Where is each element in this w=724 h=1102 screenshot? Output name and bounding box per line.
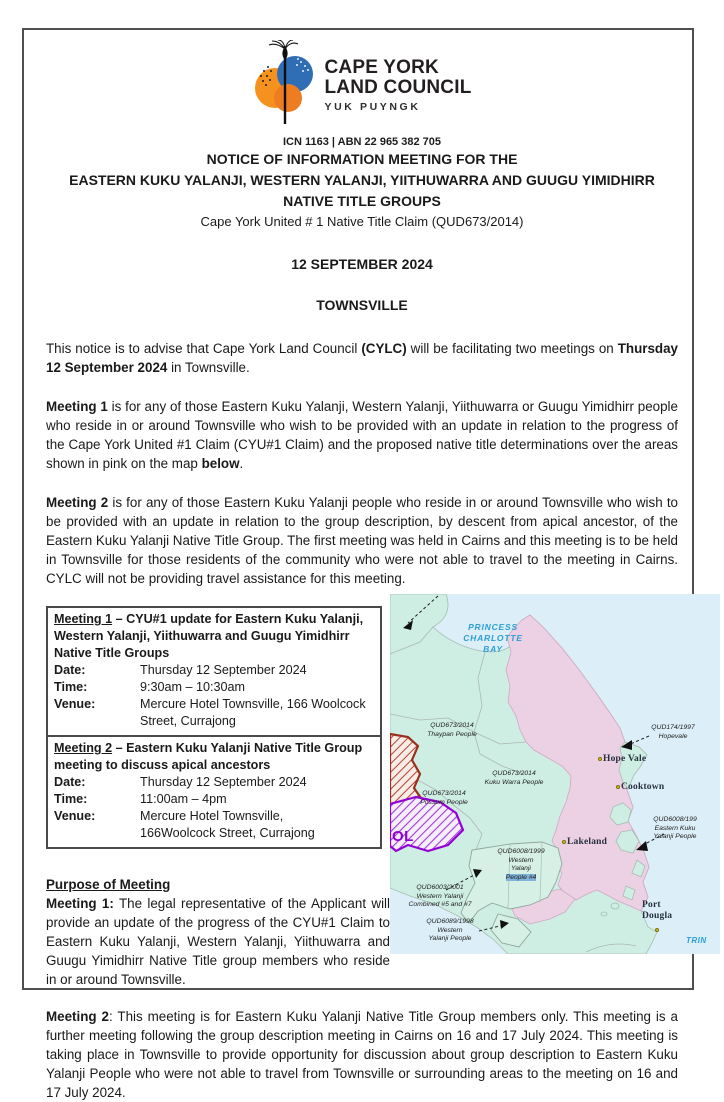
icn-abn-line: ICN 1163 | ABN 22 965 382 705 [283, 136, 441, 148]
venue-value: Mercure Hotel Townsville, 166Woolcock Street, Currajong [140, 809, 315, 840]
purpose-meeting1-bold: Meeting 1: [46, 896, 114, 911]
logo-line-1: CAPE YORK [324, 57, 439, 78]
notice-title-line-2: EASTERN KUKU YALANJI, WESTERN YALANJI, YIITHUWARRA AND GUUGU YIMIDHIRR [69, 172, 655, 188]
town-hope-vale: Hope Vale [598, 754, 646, 765]
town-cooktown: Cooktown [616, 782, 664, 793]
meeting2-table-title: Meeting 2 – Eastern Kuku Yalanji Native Title Group meeting to discuss apical ancestors [54, 741, 363, 772]
claim-label-kuku-warra: QUD673/2014 Kuku Warra People [484, 770, 544, 786]
claim-subtitle: Cape York United # 1 Native Title Claim (QUD673/2014) [200, 214, 524, 229]
notice-title-line-3: NATIVE TITLE GROUPS [283, 193, 441, 209]
town-dot [598, 757, 602, 761]
meetings-table [46, 606, 382, 849]
venue-label: Venue: [54, 697, 96, 711]
town-lakeland: Lakeland [562, 837, 607, 848]
meeting2-paragraph: Meeting 2 is for any of those Eastern Kuku Yalanji people who reside in or around Townsville who wish to be provided with an update in relation to the group description, by descent from apical ancestor, of the Eastern Kuku Yalanji Native Title Group. The first meeting was held in Cairns and this meeting is to be held in Townsville for those residents of the community who were not able to travel to the meeting in Cairns. CYLC will not be providing travel assistance for this meeting. [46, 495, 678, 586]
trinity-bay-label: TRIN [686, 936, 707, 945]
time-label: Time: [54, 792, 88, 806]
claim-label-possum: QUD673/2014 Possum People [420, 790, 468, 806]
meeting1-time-row [54, 679, 374, 696]
claim-label-hopevale: QUD174/1997 Hopevale [651, 724, 695, 740]
left-column [46, 606, 390, 989]
meeting2-details [48, 735, 380, 847]
time-label: Time: [54, 680, 88, 694]
meeting-location: TOWNSVILLE [316, 297, 408, 313]
meeting1-details [48, 608, 380, 735]
claim-label-western-yalanji-4: QUD6008/1999 Western Yalanji People #4 [497, 848, 545, 881]
time-value: 9:30am – 10:30am [140, 680, 246, 694]
table-map-row [46, 606, 707, 989]
princess-charlotte-bay-label: PRINCESS CHARLOTTE BAY [463, 622, 523, 654]
town-dot [616, 785, 620, 789]
native-title-claims-map [390, 594, 720, 954]
notice-title-line-1: NOTICE OF INFORMATION MEETING FOR THE [206, 151, 518, 167]
meeting2-venue-row [54, 808, 374, 842]
cylc-logo-wordmark [325, 58, 472, 113]
date-value: Thursday 12 September 2024 [140, 775, 307, 789]
purpose-meeting1-paragraph: Meeting 1: The legal representative of the Applicant will provide an update of the progress of the CYU#1 Claim to Eastern Kuku Yalanji, Western Yalanji, Yiithuwarra and Guugu Yimidhirr Native Title group members who reside in or around Townsville. [46, 896, 390, 987]
claim-label-western-yalanji-combined: QUD6003/2001 Western Yalanji Combined #5 and #7 [408, 884, 472, 909]
bold-date: Thursday 12 September 2024 [46, 341, 678, 375]
town-dot [562, 840, 566, 844]
meeting2-time-row [54, 791, 374, 808]
meeting2-bold: Meeting 2 [46, 495, 109, 510]
purpose-section [46, 875, 390, 989]
meeting2-date-row [54, 774, 374, 791]
logo-line-3: YUK PUYNGK [324, 101, 421, 113]
claim-label-western-yalanji: QUD6089/1998 Western Yalanji People [426, 918, 474, 943]
venue-label: Venue: [54, 809, 96, 823]
document-page [22, 28, 707, 1100]
claim-label-eastern-kuku-yalanji: QUD6008/199 Eastern Kuku Yalanji People [653, 816, 697, 841]
town-port-douglas: Port Dougla [642, 900, 673, 921]
meeting1-bold: Meeting 1 [46, 399, 108, 414]
below-bold: below [201, 456, 240, 471]
town-dot [655, 928, 659, 932]
meeting1-table-title: Meeting 1 – CYU#1 update for Eastern Kuku Yalanji, Western Yalanji, Yiithuwarra and Guugu Yimidhirr Native Title Groups [54, 612, 364, 660]
meeting1-paragraph: Meeting 1 is for any of those Eastern Kuku Yalanji, Western Yalanji, Yiithuwarra or Guugu Yimidhirr people who reside in or around Townsville who wish to be provided with an update in relation to the progress of the Cape York United #1 Claim (CYU#1 Claim) and the proposed native title determinations over the areas shown in pink on the map below. [46, 399, 678, 471]
intro-text: This notice is to advise that Cape York Land Council [46, 341, 362, 356]
date-label: Date: [54, 663, 86, 677]
venue-value: Mercure Hotel Townsville, 166 Woolcock Street, Currajong [140, 697, 366, 728]
cylc-abbrev: (CYLC) [361, 341, 407, 356]
olkola-region-label: OL [392, 828, 414, 845]
meeting-date: 12 SEPTEMBER 2024 [291, 256, 433, 272]
time-value: 11:00am – 4pm [140, 792, 227, 806]
intro-paragraph: This notice is to advise that Cape York Land Council (CYLC) will be facilitating two meetings on Thursday 12 September 2024 in Townsville. [46, 341, 678, 375]
cylc-logo [46, 40, 678, 131]
purpose-meeting2-paragraph: Meeting 2: This meeting is for Eastern Kuku Yalanji Native Title Group members only. This meeting is a further meeting following the group description meeting in Cairns on 16 and 17 July 2024. This meeting is taking place in Townsville to provide opportunity for discussion about group description to Eastern Kuku Yalanji People who were not able to travel from Townsville or surrounding areas to the meeting on 16 and 17 July 2024. [46, 1009, 678, 1100]
date-value: Thursday 12 September 2024 [140, 663, 307, 677]
meeting1-venue-row [54, 696, 374, 730]
purpose-heading: Purpose of Meeting [46, 877, 171, 892]
meeting1-date-row [54, 662, 374, 679]
purpose-meeting2-bold: Meeting 2 [46, 1009, 109, 1024]
document-header [46, 40, 678, 313]
claim-label-thaypan: QUD673/2014 Thaypan People [427, 722, 477, 738]
cylc-logo-icon [253, 40, 315, 131]
date-label: Date: [54, 775, 86, 789]
logo-line-2: LAND COUNCIL [324, 77, 472, 98]
